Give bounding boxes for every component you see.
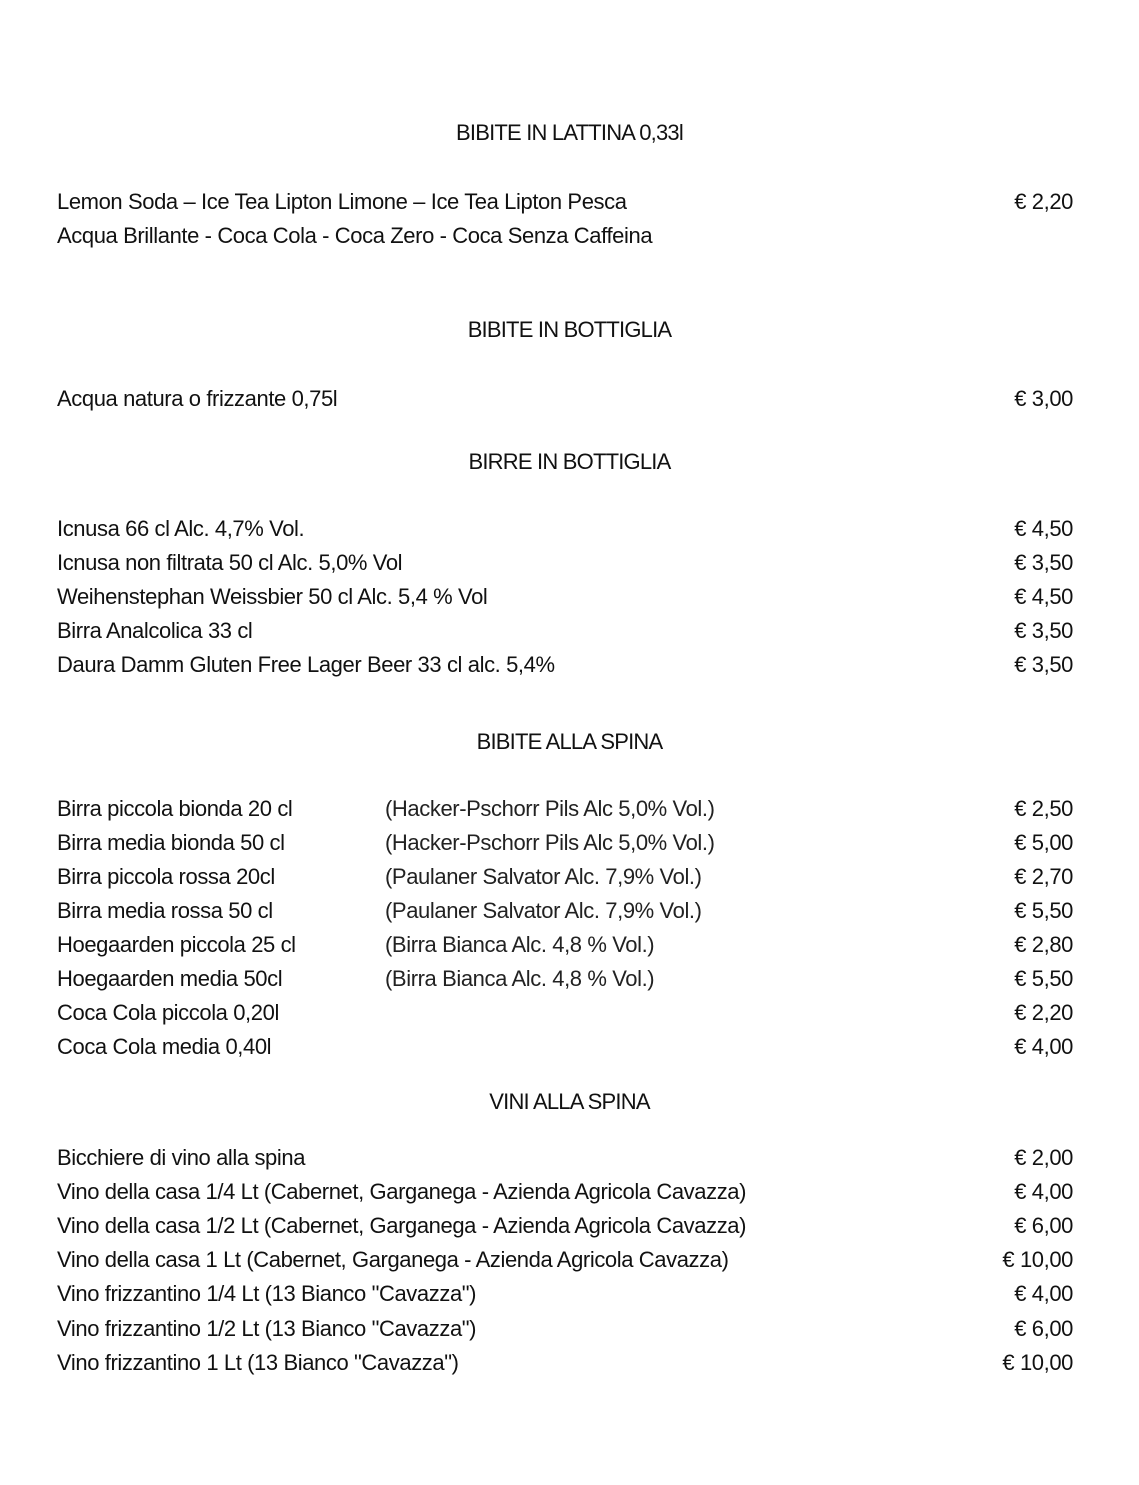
item-price: € 4,00 [1014, 1179, 1073, 1204]
item-price: € 6,00 [1014, 1213, 1073, 1238]
menu-item [57, 1277, 1073, 1311]
item-price: € 2,70 [1014, 864, 1073, 889]
menu-item [57, 894, 1073, 928]
item-name: Hoegaarden piccola 25 cl [57, 932, 296, 957]
menu-item [57, 185, 1073, 219]
item-name: Acqua Brillante - Coca Cola - Coca Zero - Coca Senza Caffeina [57, 223, 653, 248]
item-price: € 2,20 [1014, 189, 1073, 214]
menu-item [57, 1243, 1073, 1277]
item-name: Vino frizzantino 1/2 Lt (13 Bianco "Cavazza") [57, 1316, 477, 1341]
menu-item [57, 860, 1073, 894]
item-name: Vino frizzantino 1 Lt (13 Bianco "Cavazza") [57, 1350, 459, 1375]
item-name: Hoegaarden media 50cl [57, 966, 283, 991]
section-title-bibite-in-lattina: BIBITE IN LATTINA 0,33l [456, 120, 683, 145]
item-price: € 3,00 [1014, 386, 1073, 411]
item-price: € 2,80 [1014, 932, 1073, 957]
menu-item [57, 614, 1073, 648]
menu-item [57, 1175, 1073, 1209]
item-name: Vino frizzantino 1/4 Lt (13 Bianco "Cavazza") [57, 1281, 477, 1306]
item-price: € 3,50 [1014, 618, 1073, 643]
item-name: Icnusa 66 cl Alc. 4,7% Vol. [57, 516, 305, 541]
item-name: Birra piccola bionda 20 cl [57, 796, 293, 821]
item-price: € 2,50 [1014, 796, 1073, 821]
menu-item [57, 1030, 1073, 1064]
section-title-birre-in-bottiglia: BIRRE IN BOTTIGLIA [468, 449, 671, 474]
item-price: € 10,00 [1002, 1350, 1073, 1375]
menu-item [57, 996, 1073, 1030]
section-title-vini-alla-spina: VINI ALLA SPINA [489, 1089, 650, 1114]
item-name: Vino della casa 1/2 Lt (Cabernet, Garganega - Azienda Agricola Cavazza) [57, 1213, 747, 1238]
item-price: € 5,50 [1014, 898, 1073, 923]
menu-item [57, 826, 1073, 860]
menu-item [57, 962, 1073, 996]
section-title-bibite-in-bottiglia: BIBITE IN BOTTIGLIA [467, 317, 672, 342]
item-price: € 6,00 [1014, 1316, 1073, 1341]
menu-item [57, 1141, 1073, 1175]
item-name: Coca Cola piccola 0,20l [57, 1000, 279, 1025]
item-note: (Birra Bianca Alc. 4,8 % Vol.) [385, 932, 655, 957]
item-price: € 4,50 [1014, 516, 1073, 541]
item-name: Daura Damm Gluten Free Lager Beer 33 cl alc. 5,4% [57, 652, 555, 677]
item-name: Bicchiere di vino alla spina [57, 1145, 306, 1170]
menu-item [57, 512, 1073, 546]
item-price: € 4,00 [1014, 1034, 1073, 1059]
item-note: (Paulaner Salvator Alc. 7,9% Vol.) [385, 864, 702, 889]
item-note: (Birra Bianca Alc. 4,8 % Vol.) [385, 966, 655, 991]
item-price: € 10,00 [1002, 1247, 1073, 1272]
menu-item [57, 219, 1073, 253]
item-name: Lemon Soda – Ice Tea Lipton Limone – Ice Tea Lipton Pesca [57, 189, 627, 214]
item-price: € 5,50 [1014, 966, 1073, 991]
item-price: € 4,00 [1014, 1281, 1073, 1306]
item-name: Birra media rossa 50 cl [57, 898, 273, 923]
item-name: Weihenstephan Weissbier 50 cl Alc. 5,4 % Vol [57, 584, 488, 609]
menu-item [57, 928, 1073, 962]
item-price: € 5,00 [1014, 830, 1073, 855]
item-price: € 4,50 [1014, 584, 1073, 609]
section-title-bibite-alla-spina: BIBITE ALLA SPINA [476, 729, 663, 754]
item-price: € 2,20 [1014, 1000, 1073, 1025]
item-note: (Hacker-Pschorr Pils Alc 5,0% Vol.) [385, 830, 715, 855]
item-price: € 2,00 [1014, 1145, 1073, 1170]
item-name: Coca Cola media 0,40l [57, 1034, 272, 1059]
menu-item [57, 1312, 1073, 1346]
item-name: Birra piccola rossa 20cl [57, 864, 275, 889]
menu-item [57, 1209, 1073, 1243]
item-note: (Paulaner Salvator Alc. 7,9% Vol.) [385, 898, 702, 923]
item-name: Vino della casa 1/4 Lt (Cabernet, Garganega - Azienda Agricola Cavazza) [57, 1179, 747, 1204]
menu-item [57, 580, 1073, 614]
item-name: Acqua natura o frizzante 0,75l [57, 386, 338, 411]
item-price: € 3,50 [1014, 652, 1073, 677]
item-note: (Hacker-Pschorr Pils Alc 5,0% Vol.) [385, 796, 715, 821]
menu-item [57, 648, 1073, 682]
item-name: Birra Analcolica 33 cl [57, 618, 253, 643]
menu-item [57, 792, 1073, 826]
menu-item [57, 1346, 1073, 1380]
item-name: Vino della casa 1 Lt (Cabernet, Garganega - Azienda Agricola Cavazza) [57, 1247, 729, 1272]
item-price: € 3,50 [1014, 550, 1073, 575]
menu-item [57, 546, 1073, 580]
menu-item [57, 382, 1073, 416]
item-name: Birra media bionda 50 cl [57, 830, 285, 855]
item-name: Icnusa non filtrata 50 cl Alc. 5,0% Vol [57, 550, 403, 575]
